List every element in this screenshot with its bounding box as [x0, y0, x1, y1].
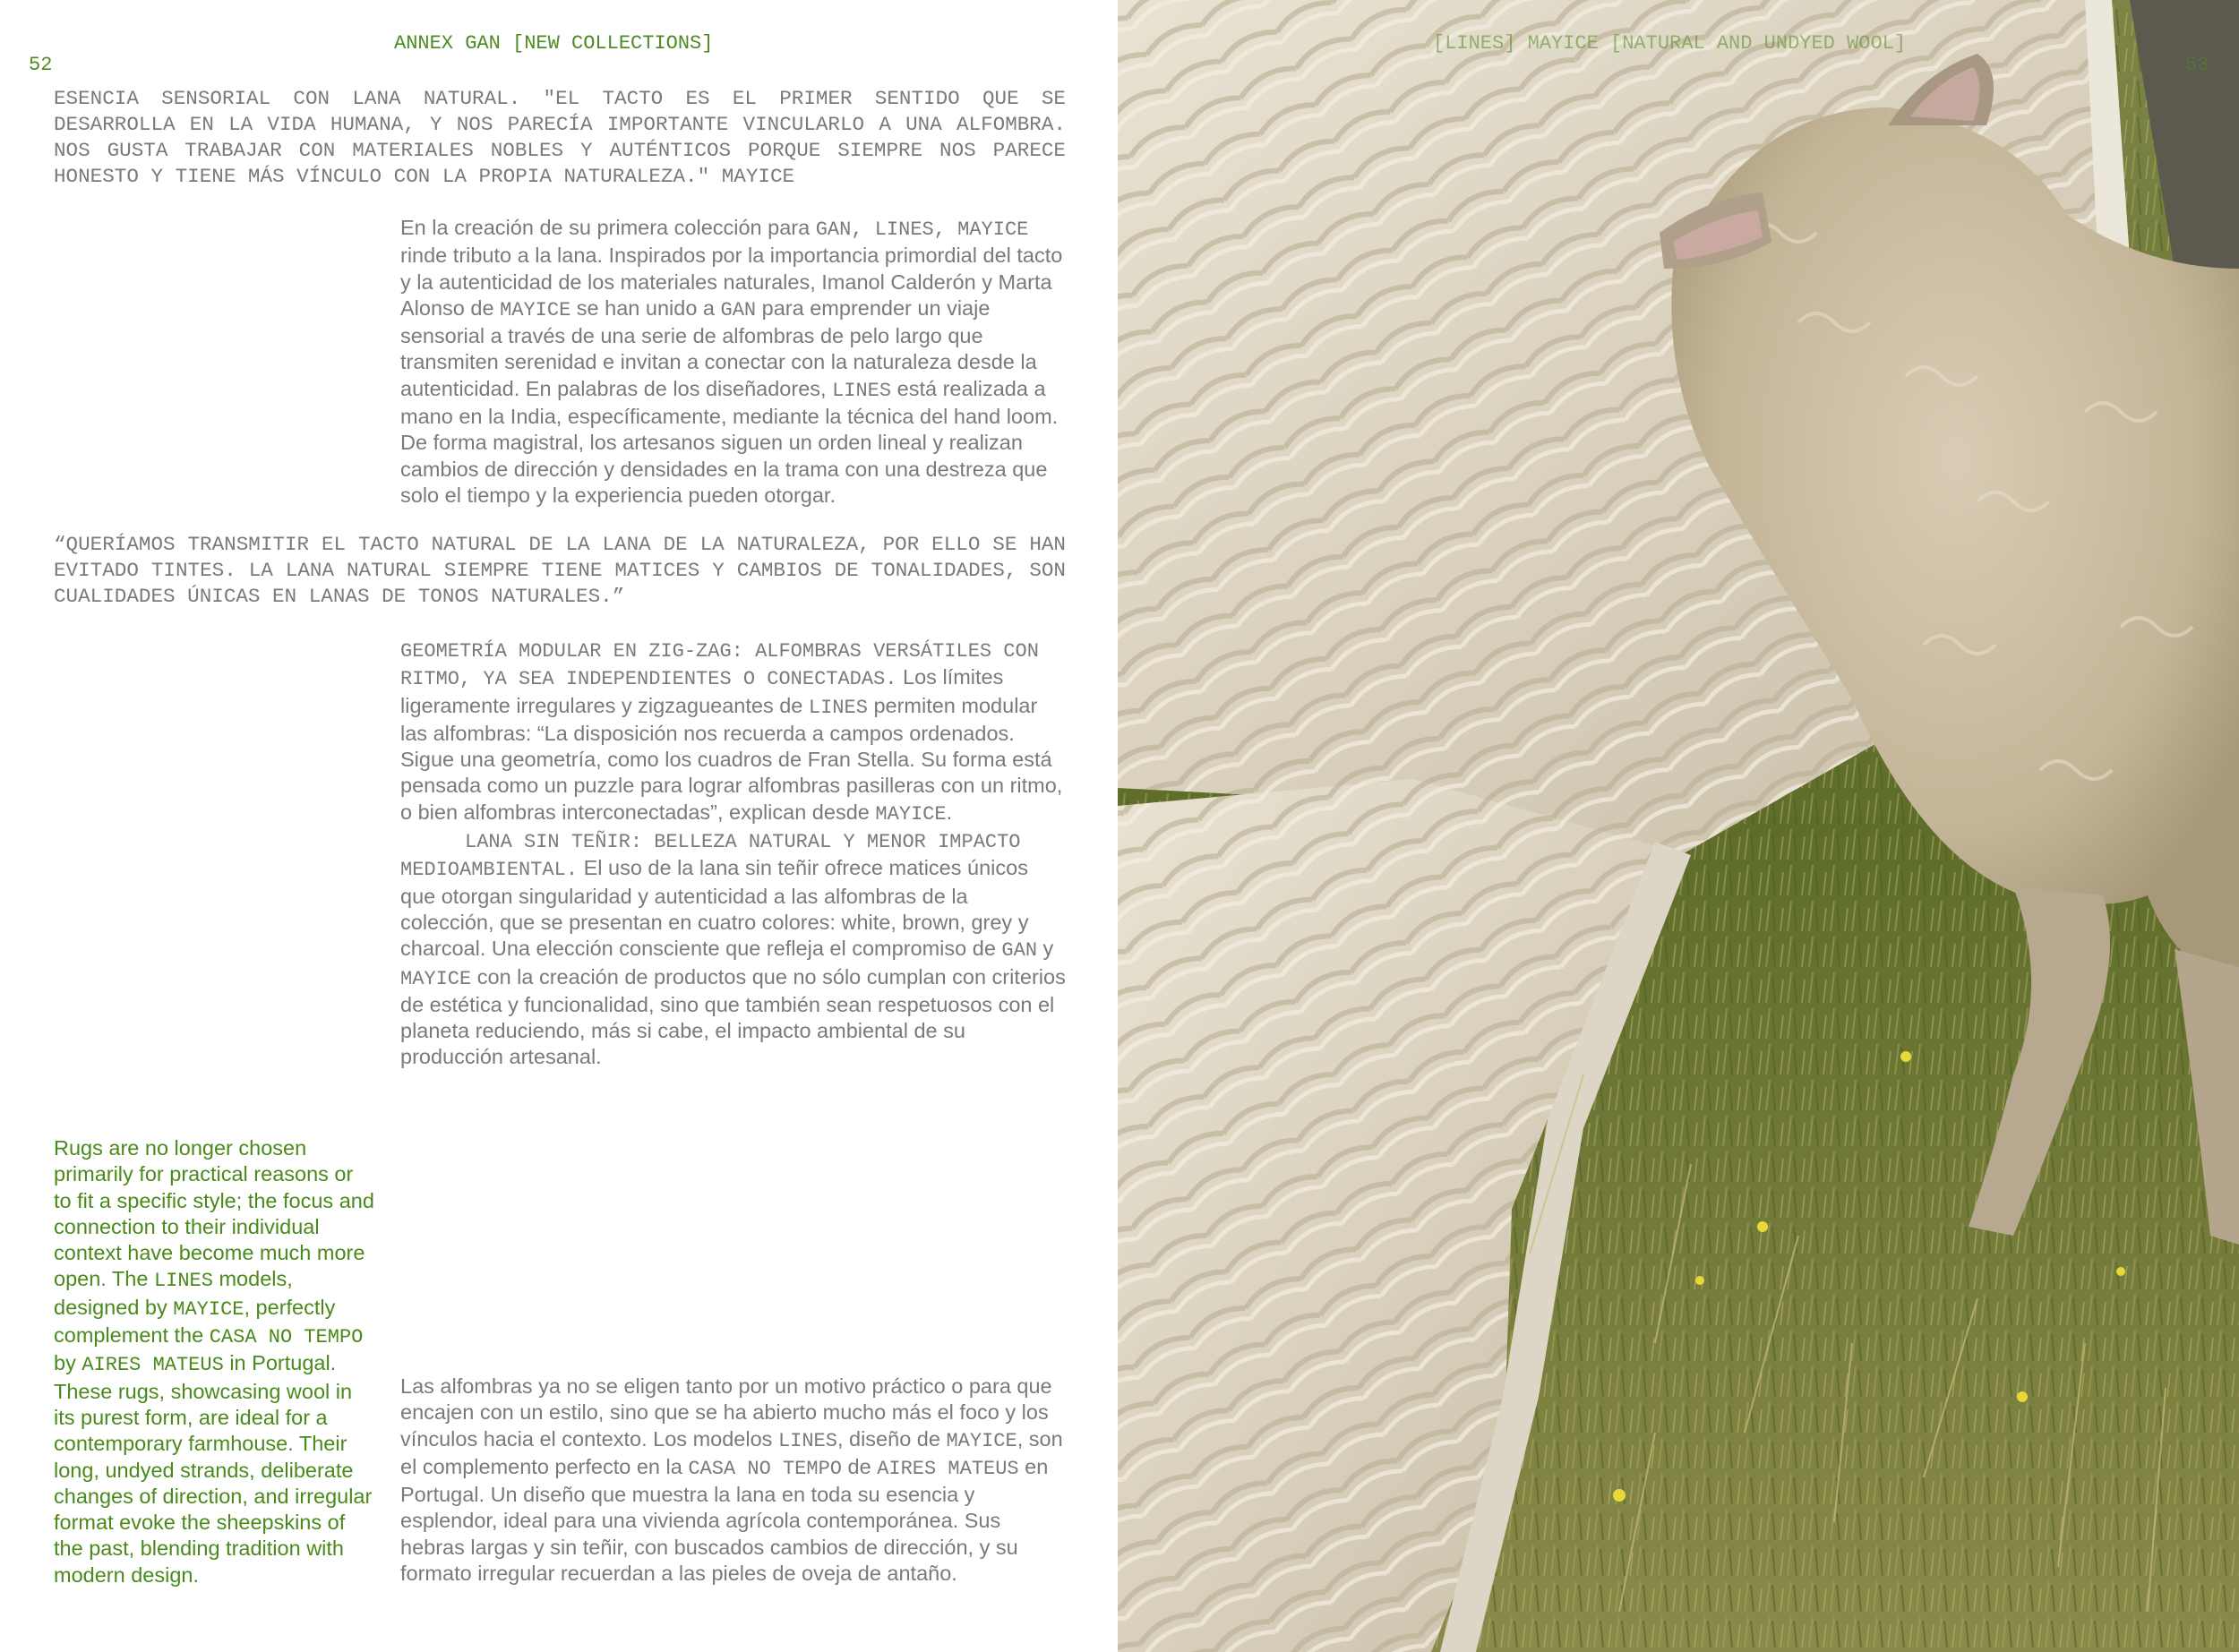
designer-quote: “QUERÍAMOS TRANSMITIR EL TACTO NATURAL DE LA LANA DE LA NATURALEZA, POR ELLO SE HAN EVITADO TINTES. LA LANA NATURAL SIEMPRE TIENE MATICES Y CAMBIOS DE TONALIDADES, SON CUALIDADES ÚNICAS EN LANAS DE TONOS NATURALES.”	[54, 533, 1066, 608]
running-head-right: [LINES] MAYICE [NATURAL AND UNDYED WOOL]	[1433, 32, 1907, 55]
sheep-on-wool-rug-photo	[1118, 0, 2239, 1652]
photo-page	[1118, 0, 2239, 1652]
intro-statement: ESENCIA SENSORIAL CON LANA NATURAL. "EL TACTO ES EL PRIMER SENTIDO QUE SE DESARROLLA EN LA VIDA HUMANA, Y NOS PARECÍA IMPORTANTE VINCULARLO A UNA ALFOMBRA. NOS GUSTA TRABAJAR CON MATERIALES NOBLES Y AUTÉNTICOS PORQUE SIEMPRE NOS PARECE HONESTO Y TIENE MÁS VÍNCULO CON LA PROPIA NATURALEZA." MAYICE	[54, 87, 1066, 188]
left-page	[0, 0, 1118, 1652]
page-number-right: 53	[2185, 54, 2209, 76]
article-paragraph-2: GEOMETRÍA MODULAR EN ZIG-ZAG: ALFOMBRAS VERSÁTILES CON RITMO, YA SEA INDEPENDIENTES O CONECTADAS. Los límites ligeramente irregulares y zigzagueantes de LINES permiten modular las alfombras: “La disposición nos recuerda a campos ordenados. Sigue una geometría, como los cuadros de Fran Stella. Su forma está pensada como un puzzle para lograr alfombras pasilleras con un ritmo, o bien alfombras interconectadas”, explican desde MAYICE. LANA SIN TEÑIR: BELLEZA NATURAL Y MENOR IMPACTO MEDIOAMBIENTAL. El uso de la lana sin teñir ofrece matices únicos que otorgan singularidad y autenticidad a las alfombras de la colección, que se presentan en cuatro colores: white, brown, grey y charcoal. Una elección consciente que refleja el compromiso de GAN y MAYICE con la creación de productos que no sólo cumplan con criterios de estética y funcionalidad, sino que también sean respetuosos con el planeta reduciendo, más si cabe, el impacto ambiental de su producción artesanal.	[400, 640, 1066, 1069]
running-head-left: ANNEX GAN [NEW COLLECTIONS]	[394, 32, 714, 55]
spanish-summary: Las alfombras ya no se eligen tanto por un motivo práctico o para que encajen con un estilo, sino que se ha abierto mucho más el foco y los vínculos hacia el contexto. Los modelos LINES, diseño de MAYICE, son el complemento perfecto en la CASA NO TEMPO de AIRES MATEUS en Portugal. Un diseño que muestra la lana en toda su esencia y esplendor, ideal para una vivienda agrícola contemporánea. Sus hebras largas y sin teñir, con buscados cambios de dirección, y su formato irregular recuerdan a las pieles de oveja de antaño.	[400, 1374, 1063, 1586]
page-number-left: 52	[29, 54, 53, 76]
article-paragraph-1: En la creación de su primera colección para GAN, LINES, MAYICE rinde tributo a la lana. Inspirados por la importancia primordial del tacto y la autenticidad de los materiales naturales, Imanol Calderón y Marta Alonso de MAYICE se han unido a GAN para emprender un viaje sensorial a través de una serie de alfombras de pelo largo que transmiten serenidad e invitan a conectar con la naturaleza desde la autenticidad. En palabras de los diseñadores, LINES está realizada a mano en la India, específicamente, mediante la técnica del hand loom. De forma magistral, los artesanos siguen un orden lineal y realizan cambios de dirección y densidades en la trama con una destreza que solo el tiempo y la experiencia pueden otorgar.	[400, 216, 1063, 507]
english-summary: Rugs are no longer chosen primarily for practical reasons or to fit a specific style; the focus and connection to their individual context have become much more open. The LINES models, designed by MAYICE, perfectly complement the CASA NO TEMPO by AIRES MATEUS in Portugal. These rugs, showcasing wool in its purest form, are ideal for a contemporary farmhouse. Their long, undyed strands, deliberate changes of direction, and irregular format evoke the sheepskins of the past, blending tradition with modern design.	[54, 1136, 374, 1587]
